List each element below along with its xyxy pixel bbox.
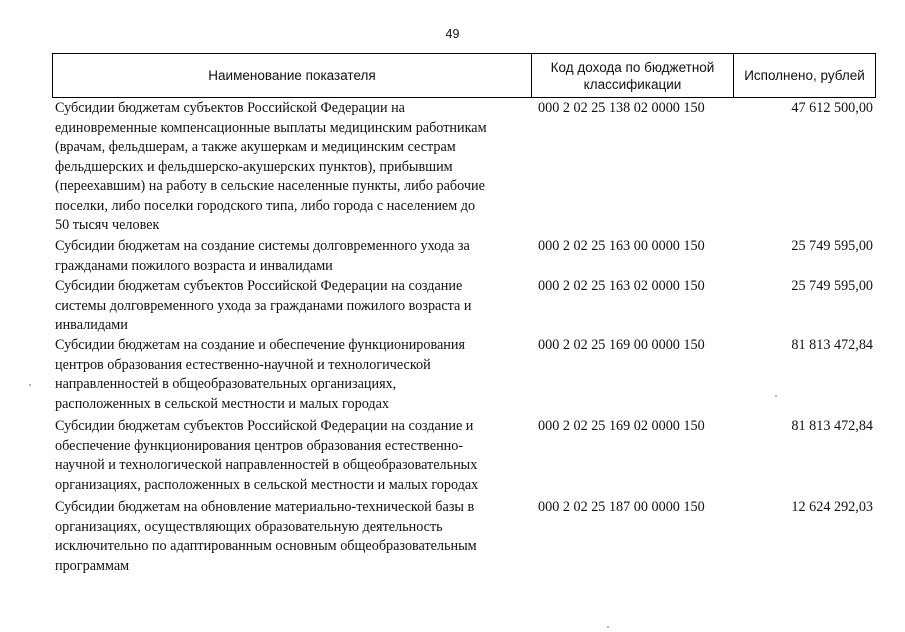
row-executed-amount: 81 813 472,84	[791, 337, 873, 353]
scan-speck	[775, 395, 777, 397]
table-header	[52, 53, 876, 98]
row-income-code: 000 2 02 25 169 02 0000 150	[538, 418, 705, 434]
row-income-code: 000 2 02 25 138 02 0000 150	[538, 100, 705, 116]
row-income-code: 000 2 02 25 163 00 0000 150	[538, 238, 705, 254]
column-header-code: Код дохода по бюджетной классификации	[532, 54, 734, 97]
scan-speck	[607, 626, 609, 628]
row-indicator-name: Субсидии бюджетам на обновление материально-технической базы в организациях, осуществляющих образовательную деятельность исключительно по адаптированным основным общеобразовательным программам	[55, 499, 477, 574]
row-income-code: 000 2 02 25 187 00 0000 150	[538, 499, 705, 515]
row-executed-amount: 81 813 472,84	[791, 418, 873, 434]
page-number: 49	[445, 27, 460, 41]
row-executed-amount: 25 749 595,00	[791, 278, 873, 294]
row-indicator-name: Субсидии бюджетам на создание и обеспечение функционирования центров образования естественно-научной и технологической направленностей в общеобразовательных организациях, расположенных в сельской местности и малых городах	[55, 337, 466, 412]
column-header-name: Наименование показателя	[53, 54, 532, 97]
row-indicator-name: Субсидии бюджетам субъектов Российской Федерации на создание системы долговременного ухода за гражданами пожилого возраста и инвалидами	[55, 278, 472, 333]
row-indicator-name: Субсидии бюджетам субъектов Российской Федерации на единовременные компенсационные выплаты медицинским работникам (врачам, фельдшерам, а также акушеркам и медицинским сестрам фельдшерских и фельдшерско-акушерских пунктов), прибывшим (переехавшим) на работу в сельские населенные пункты, либо рабочие поселки, либо поселки городского типа, либо города с населением до 50 тысяч человек	[55, 100, 487, 233]
row-executed-amount: 47 612 500,00	[791, 100, 873, 116]
row-executed-amount: 12 624 292,03	[791, 499, 873, 515]
row-executed-amount: 25 749 595,00	[791, 238, 873, 254]
row-income-code: 000 2 02 25 163 02 0000 150	[538, 278, 705, 294]
row-indicator-name: Субсидии бюджетам на создание системы долговременного ухода за гражданами пожилого возраста и инвалидами	[55, 238, 470, 274]
column-header-amount: Исполнено, рублей	[744, 68, 865, 83]
row-indicator-name: Субсидии бюджетам субъектов Российской Федерации на создание и обеспечение функционирования центров образования естественно- научной и технологической направленностей в общеобразовательных организациях, расположенных в сельской местности и малых городах	[55, 418, 479, 493]
row-income-code: 000 2 02 25 169 00 0000 150	[538, 337, 705, 353]
scan-speck	[29, 384, 31, 386]
